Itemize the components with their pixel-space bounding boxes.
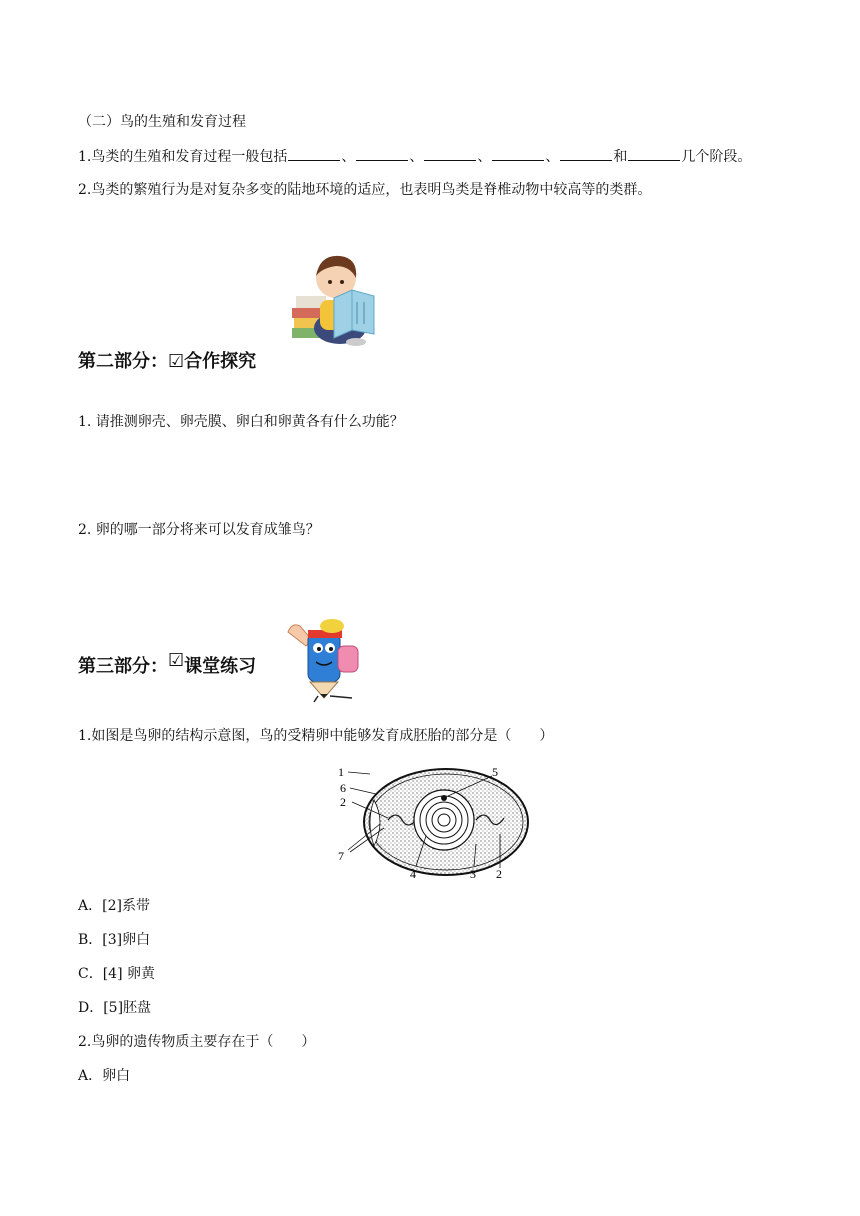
checkbox-icon: ☑ (168, 650, 185, 671)
option-d[interactable]: D．[5]胚盘 (78, 1000, 152, 1016)
separator: 、 (341, 149, 356, 165)
label-3: 3 (470, 867, 476, 881)
part3-heading (78, 652, 256, 678)
label-2-left: 2 (340, 795, 346, 809)
label-7: 7 (338, 849, 344, 863)
part2-title: 合作探究 (184, 351, 257, 372)
question-stages (78, 146, 751, 167)
checkbox-icon: ☑ (168, 351, 185, 372)
pencil-mascot-illustration (282, 612, 372, 704)
statement-breeding: 2.鸟类的繁殖行为是对复杂多变的陆地环境的适应，也表明鸟类是脊椎动物中较高等的类群。 (78, 182, 652, 198)
part2-question-2: 2. 卵的哪一部分将来可以发育成雏鸟？ (78, 522, 320, 538)
separator: 、 (409, 149, 424, 165)
option-c[interactable]: C．[4] 卵黄 (78, 966, 155, 982)
part3-title: 课堂练习 (184, 656, 257, 677)
option-b[interactable]: B．[3]卵白 (78, 932, 151, 948)
question-stages-prefix: 1.鸟类的生殖和发育过程一般包括 (78, 149, 288, 165)
part2-question-1: 1. 请推测卵壳、卵壳膜、卵白和卵黄各有什么功能？ (78, 414, 404, 430)
separator: 、 (477, 149, 492, 165)
part3-label: 第三部分： (78, 656, 168, 677)
q2-option-a[interactable]: A．卵白 (78, 1068, 131, 1084)
part3-question-2: 2.鸟卵的遗传物质主要存在于（ ） (78, 1034, 316, 1050)
blank-1[interactable] (288, 146, 340, 161)
blank-6[interactable] (628, 146, 680, 161)
germinal-disc (441, 795, 447, 801)
label-2-right: 2 (496, 867, 502, 881)
label-4: 4 (410, 867, 416, 881)
separator: 、 (545, 149, 560, 165)
section-title: （二）鸟的生殖和发育过程 (78, 114, 246, 130)
blank-2[interactable] (356, 146, 408, 161)
blank-3[interactable] (424, 146, 476, 161)
label-6: 6 (340, 781, 346, 795)
boy-reading-illustration (290, 250, 382, 348)
blank-5[interactable] (560, 146, 612, 161)
part2-label: 第二部分： (78, 351, 168, 372)
conjunction: 和 (613, 149, 628, 165)
option-a[interactable]: A．[2]系带 (78, 898, 150, 914)
egg-structure-diagram (336, 764, 532, 882)
part2-heading (78, 347, 256, 373)
label-5: 5 (492, 765, 498, 779)
blank-4[interactable] (492, 146, 544, 161)
part3-question-1: 1.如图是鸟卵的结构示意图，鸟的受精卵中能够发育成胚胎的部分是（ ） (78, 728, 554, 744)
label-1: 1 (338, 765, 344, 779)
question-stages-suffix: 几个阶段。 (681, 149, 752, 165)
